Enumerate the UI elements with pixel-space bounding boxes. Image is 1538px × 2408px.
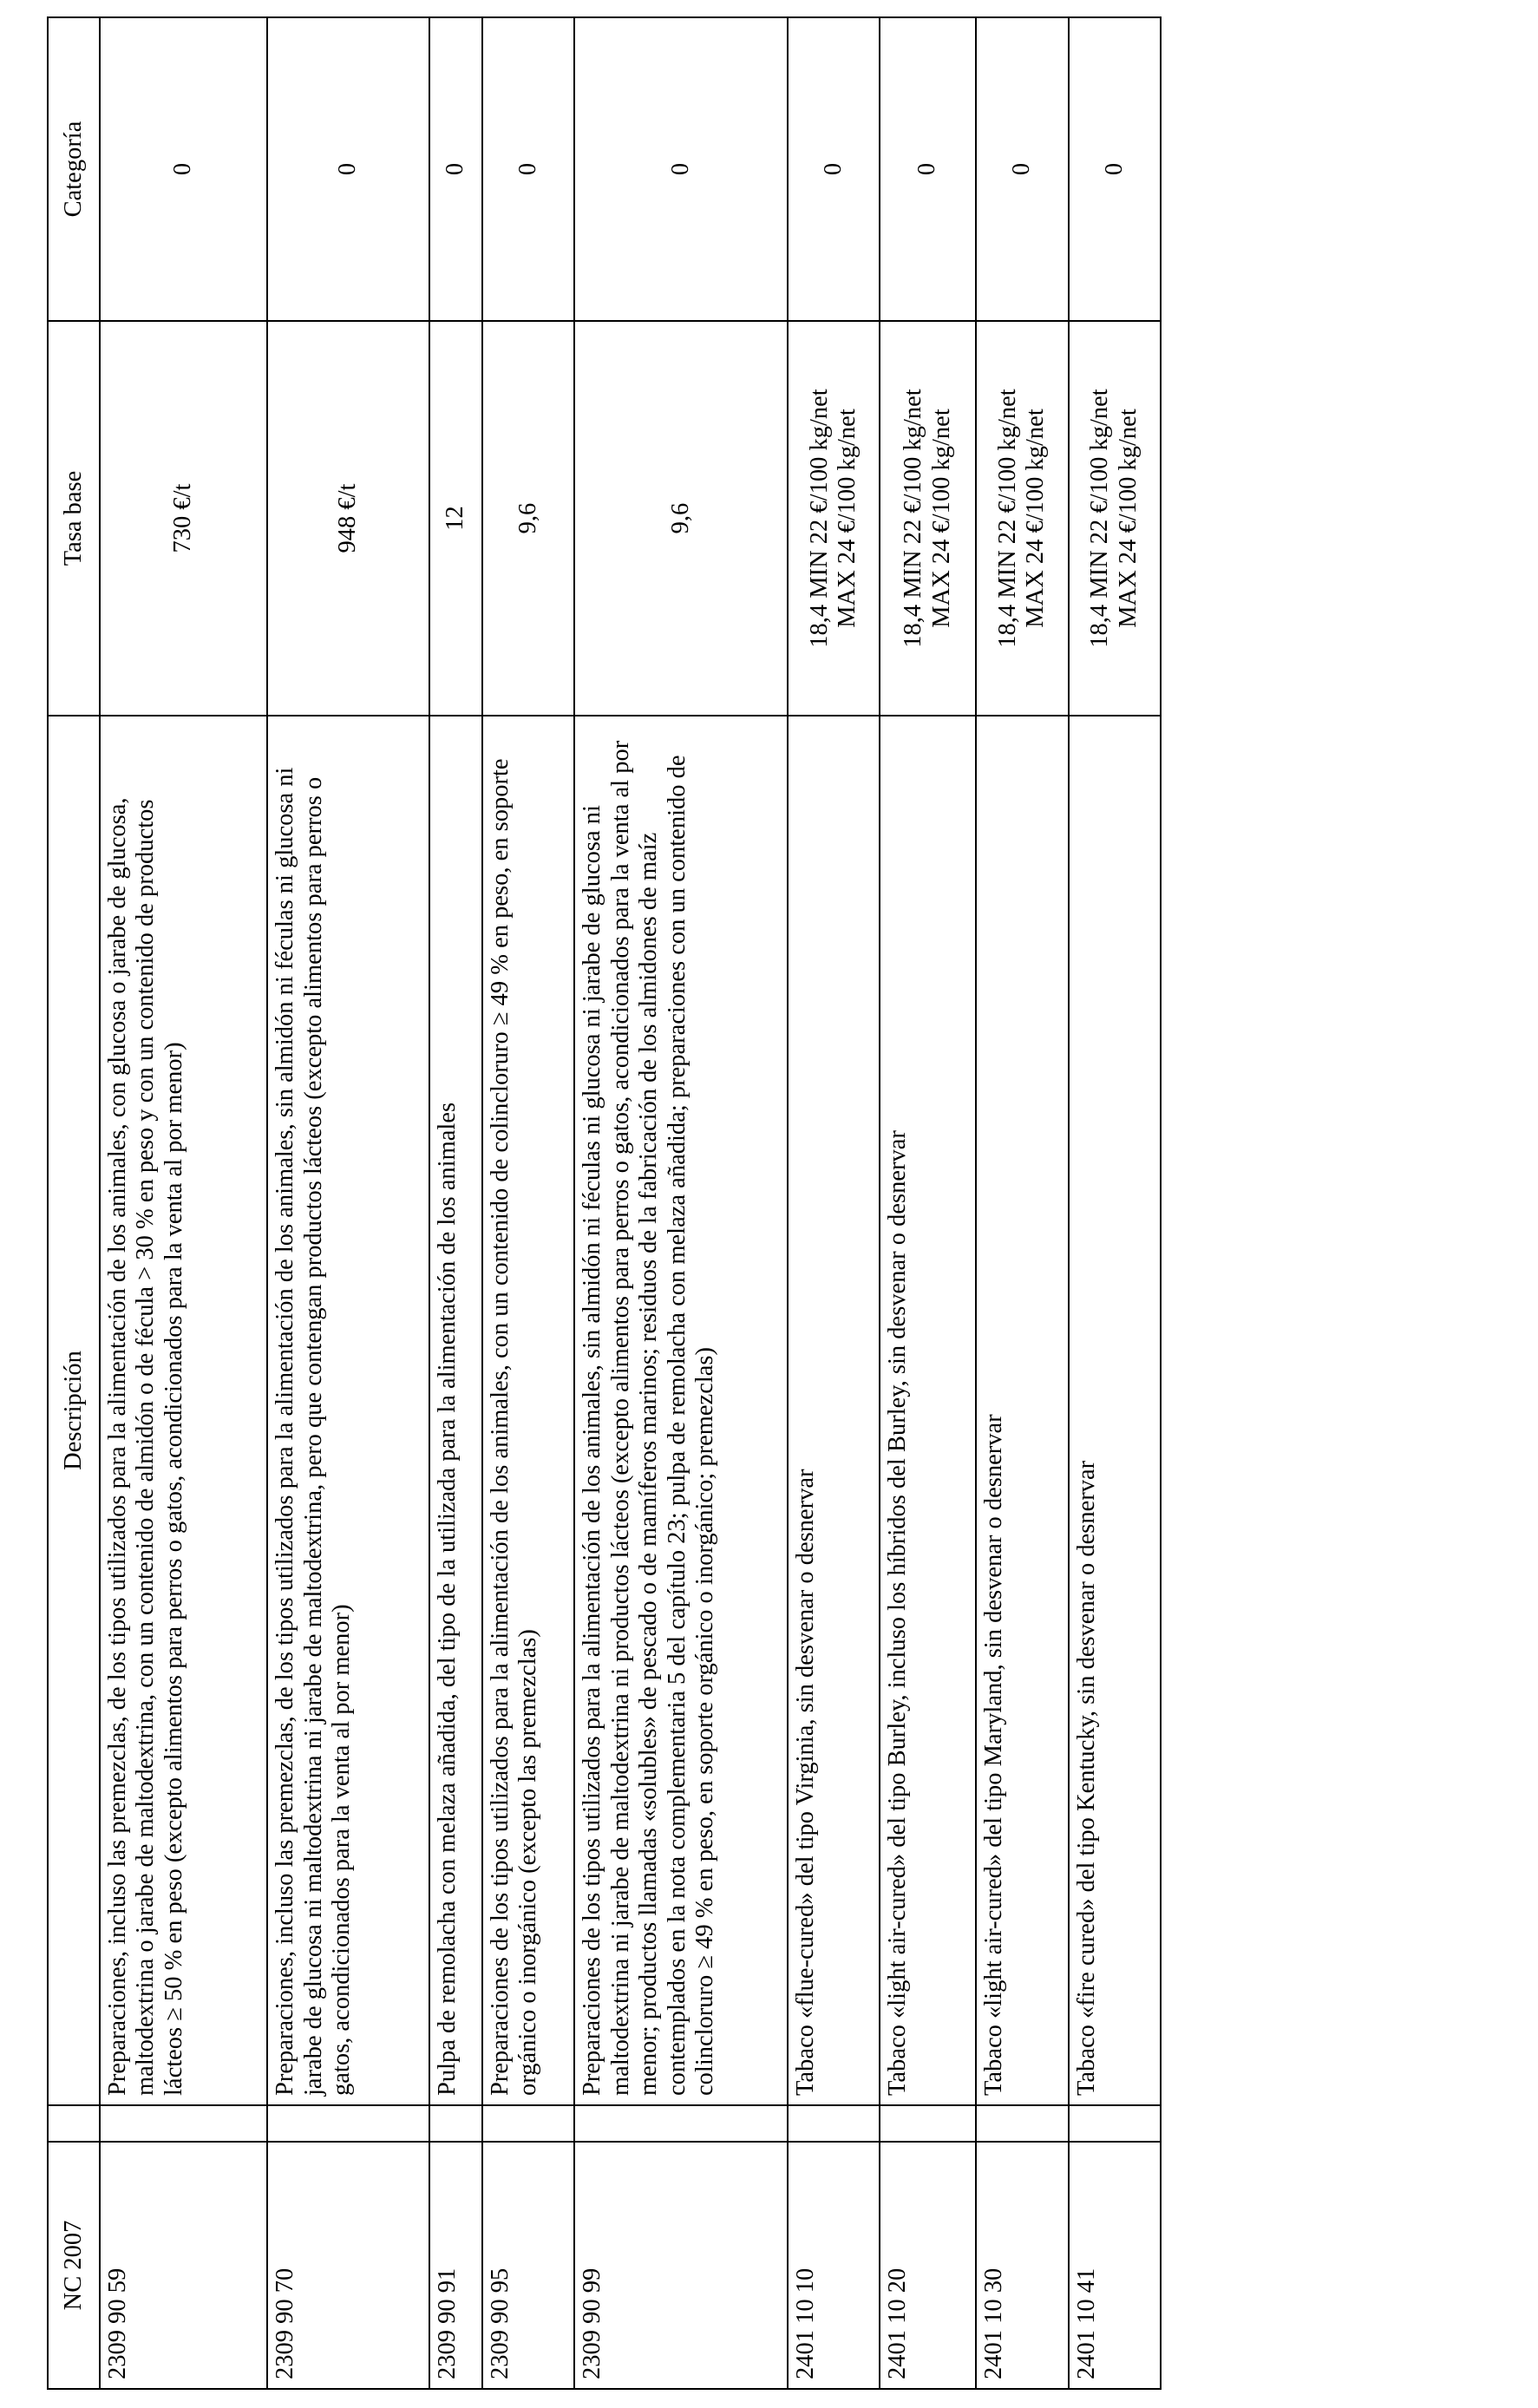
cell-rate <box>880 321 976 716</box>
cell-description: Tabaco «fire cured» del tipo Kentucky, sin desvenar o desnervar <box>1069 716 1161 2105</box>
cell-category: 0 <box>788 17 880 321</box>
cell-category: 0 <box>482 17 574 321</box>
cell-description: Tabaco «flue-cured» del tipo Virginia, sin desvenar o desnervar <box>788 716 880 2105</box>
cell-rate <box>267 321 429 716</box>
table-row <box>1069 17 1161 2389</box>
cell-gap <box>788 2105 880 2142</box>
rate-line: MAX 24 €/100 kg/net <box>834 409 861 628</box>
cell-code: 2401 10 30 <box>976 2142 1068 2389</box>
header-code: NC 2007 <box>48 2142 100 2389</box>
header-rate: Tasa base <box>48 321 100 716</box>
cell-rate <box>429 321 482 716</box>
cell-description: Pulpa de remolacha con melaza añadida, del tipo de la utilizada para la alimentación de los animales <box>429 716 482 2105</box>
cell-code: 2309 90 95 <box>482 2142 574 2389</box>
cell-description: Tabaco «light air-cured» del tipo Maryland, sin desvenar o desnervar <box>976 716 1068 2105</box>
cell-code: 2309 90 99 <box>574 2142 787 2389</box>
rate-line: 12 <box>442 506 469 531</box>
cell-description: Tabaco «light air-cured» del tipo Burley, incluso los híbridos del Burley, sin desvenar o desnervar <box>880 716 976 2105</box>
rate-line: 9,6 <box>666 502 694 534</box>
cell-category: 0 <box>267 17 429 321</box>
header-description: Descripción <box>48 716 100 2105</box>
rate-line: 18,4 MIN 22 €/100 kg/net <box>900 389 927 648</box>
cell-gap <box>429 2105 482 2142</box>
cell-category: 0 <box>429 17 482 321</box>
cell-gap <box>1069 2105 1161 2142</box>
rate-line: 18,4 MIN 22 €/100 kg/net <box>993 389 1021 648</box>
cell-description: Preparaciones de los tipos utilizados para la alimentación de los animales, con un contenido de colincloruro ≥ 49 % en peso, en soporte orgánico o inorgánico (excepto las premezclas) <box>482 716 574 2105</box>
cell-code: 2309 90 91 <box>429 2142 482 2389</box>
header-row <box>48 17 100 2389</box>
cell-category: 0 <box>100 17 267 321</box>
table-row <box>976 17 1068 2389</box>
table-row <box>880 17 976 2389</box>
cell-category: 0 <box>880 17 976 321</box>
cell-code: 2401 10 10 <box>788 2142 880 2389</box>
cell-gap <box>100 2105 267 2142</box>
cell-description: Preparaciones, incluso las premezclas, de los tipos utilizados para la alimentación de los animales, sin almidón ni féculas ni glucosa ni jarabe de glucosa ni maltodextrina ni jarabe de maltodextrina, pero que contengan productos lácteos (excepto alimentos para perros o gatos, acondicionados para la venta al por menor) <box>267 716 429 2105</box>
rate-line: MAX 24 €/100 kg/net <box>1022 409 1050 628</box>
cell-description: Preparaciones, incluso las premezclas, de los tipos utilizados para la alimentación de los animales, con glucosa o jarabe de glucosa, maltodextrina o jarabe de maltodextrina, con un contenido de almidón o de fécula > 30 % en peso y con un contenido de productos lácteos ≥ 50 % en peso (excepto alimentos para perros o gatos, acondicionados para la venta al por menor) <box>100 716 267 2105</box>
cell-category: 0 <box>976 17 1068 321</box>
cell-gap <box>574 2105 787 2142</box>
table-body <box>100 17 1161 2389</box>
rate-line: 730 €/t <box>169 483 197 553</box>
cell-rate <box>100 321 267 716</box>
cell-description: Preparaciones de los tipos utilizados para la alimentación de los animales, sin almidón ni féculas ni glucosa ni jarabe de glucosa ni maltodextrina ni jarabe de maltodextrina ni productos lácteos (excepto alimentos para perros o gatos, acondicionados para la venta al por menor; productos llamadas «solubles» de pescado o de mamíferos marinos; residuos de la fabricación de los almidones de maíz contemplados en la nota complementaria 5 del capítulo 23; pulpa de remolacha con melaza añadida; preparaciones con un contenido de colincloruro ≥ 49 % en peso, en soporte orgánico o inorgánico; premezclas) <box>574 716 787 2105</box>
rate-line: MAX 24 €/100 kg/net <box>927 409 955 628</box>
cell-category: 0 <box>574 17 787 321</box>
rate-line: MAX 24 €/100 kg/net <box>1114 409 1142 628</box>
rate-line: 18,4 MIN 22 €/100 kg/net <box>805 389 833 648</box>
cell-rate <box>976 321 1068 716</box>
table-row <box>574 17 787 2389</box>
cell-rate <box>482 321 574 716</box>
table-row <box>100 17 267 2389</box>
rate-line: 9,6 <box>514 502 541 534</box>
cell-code: 2309 90 59 <box>100 2142 267 2389</box>
cell-code: 2309 90 70 <box>267 2142 429 2389</box>
cell-gap <box>482 2105 574 2142</box>
cell-code: 2401 10 41 <box>1069 2142 1161 2389</box>
table-row <box>267 17 429 2389</box>
cell-gap <box>880 2105 976 2142</box>
cell-category: 0 <box>1069 17 1161 321</box>
table-row <box>788 17 880 2389</box>
tariff-table <box>47 16 1162 2390</box>
cell-rate <box>1069 321 1161 716</box>
cell-gap <box>976 2105 1068 2142</box>
cell-rate <box>574 321 787 716</box>
cell-code: 2401 10 20 <box>880 2142 976 2389</box>
table-row <box>482 17 574 2389</box>
rotated-page <box>47 18 1162 2390</box>
rate-line: 948 €/t <box>334 483 362 553</box>
header-gap <box>48 2105 100 2142</box>
table-row <box>429 17 482 2389</box>
cell-rate <box>788 321 880 716</box>
cell-gap <box>267 2105 429 2142</box>
rate-line: 18,4 MIN 22 €/100 kg/net <box>1086 389 1114 648</box>
header-category: Categoría <box>48 17 100 321</box>
